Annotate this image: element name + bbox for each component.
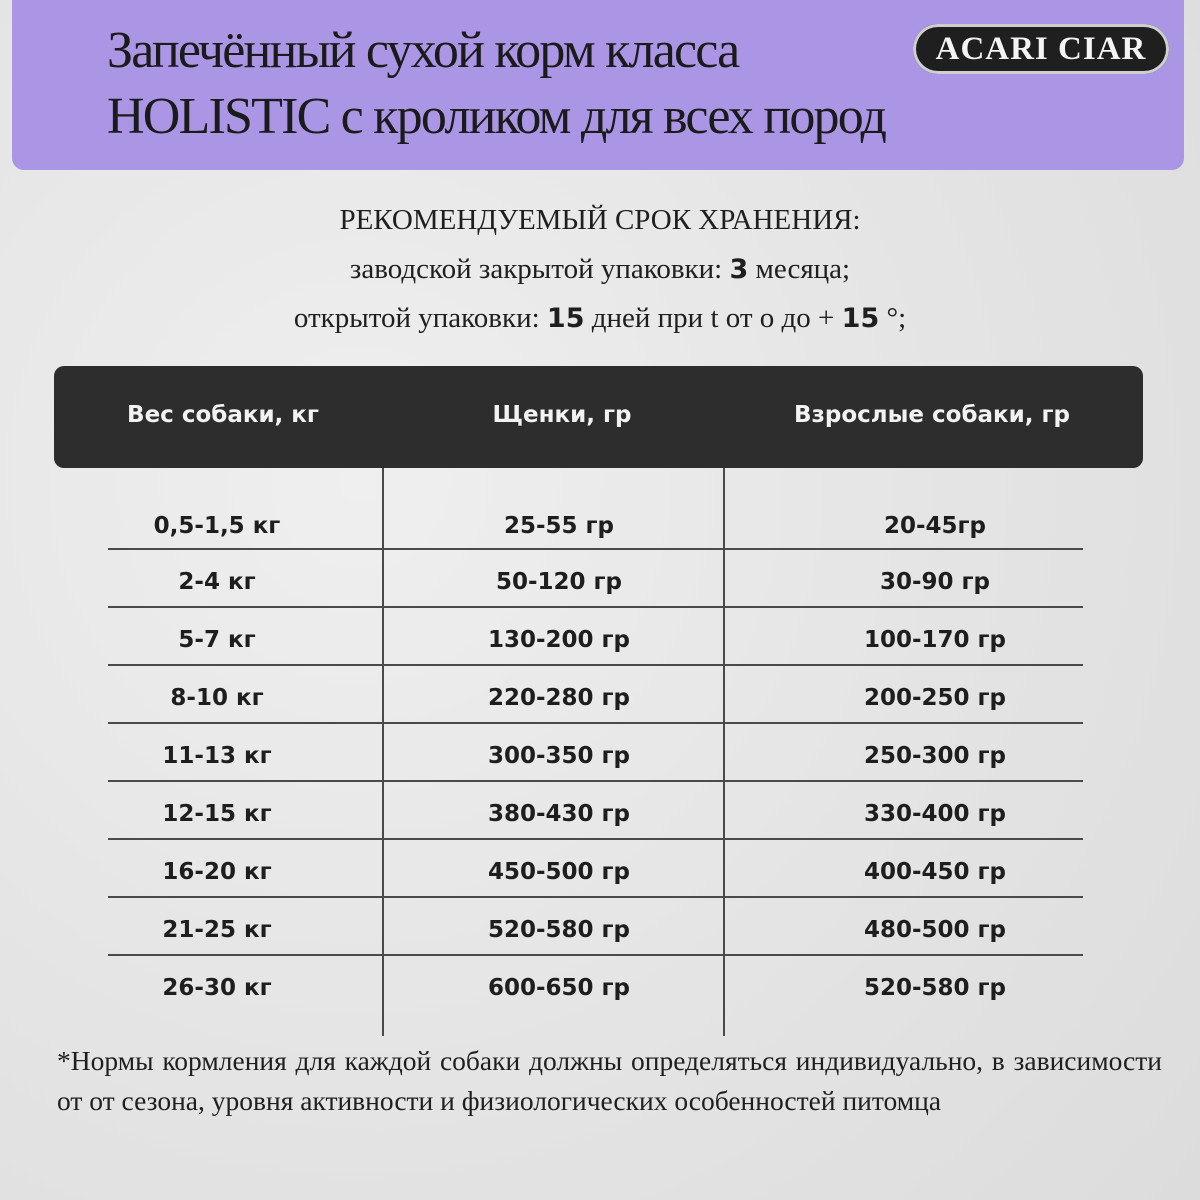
cell-puppies: 50-120 гр xyxy=(495,569,623,595)
header-banner xyxy=(12,0,1184,170)
table-row xyxy=(108,898,1083,956)
cell-adults: 250-300 гр xyxy=(863,743,1007,769)
cell-adults: 480-500 гр xyxy=(863,917,1007,943)
table-row xyxy=(108,782,1083,840)
storage-closed-label: заводской закрытой упаковки: xyxy=(349,253,723,285)
footnote: *Нормы кормления для каждой собаки должны определяться индивидуально, в зависимости от от сезона, уровня активности и физиологических особенностей питомца xyxy=(57,1045,1162,1116)
storage-open-suffix: °; xyxy=(886,302,907,334)
table-row xyxy=(108,493,1083,550)
storage-open-value: 15 xyxy=(546,303,585,334)
cell-weight: 21-25 кг xyxy=(162,917,272,943)
cell-weight: 12-15 кг xyxy=(162,801,272,827)
cell-weight: 5-7 кг xyxy=(178,627,256,653)
feeding-table-body xyxy=(108,493,1083,1014)
cell-weight: 0,5-1,5 кг xyxy=(153,513,281,539)
storage-closed-unit: месяца; xyxy=(755,253,851,285)
column-header-weight: Вес собаки, кг xyxy=(127,402,319,428)
cell-puppies: 380-430 гр xyxy=(487,801,631,827)
table-row xyxy=(108,608,1083,666)
cell-weight: 26-30 кг xyxy=(162,975,272,1001)
table-row xyxy=(108,956,1083,1014)
cell-adults: 400-450 гр xyxy=(863,859,1007,885)
feeding-table-header xyxy=(54,366,1143,468)
column-header-adults: Взрослые собаки, гр xyxy=(793,402,1070,428)
cell-adults: 200-250 гр xyxy=(863,685,1007,711)
table-row xyxy=(108,550,1083,608)
storage-open-temp: 15 xyxy=(841,303,880,334)
cell-puppies: 130-200 гр xyxy=(487,627,631,653)
cell-puppies: 25-55 гр xyxy=(503,513,615,539)
storage-open-label: открытой упаковки: xyxy=(293,302,540,334)
storage-info xyxy=(0,196,1200,343)
cell-adults: 20-45гр xyxy=(883,513,987,539)
cell-puppies: 450-500 гр xyxy=(487,859,631,885)
cell-puppies: 300-350 гр xyxy=(487,743,631,769)
cell-weight: 8-10 кг xyxy=(170,685,264,711)
storage-closed-value: 3 xyxy=(729,254,749,285)
cell-weight: 2-4 кг xyxy=(178,569,256,595)
cell-puppies: 600-650 гр xyxy=(487,975,631,1001)
cell-adults: 520-580 гр xyxy=(863,975,1007,1001)
brand-logo: ACARI CIAR xyxy=(913,24,1169,74)
title-line-1: Запечённый сухой корм класса xyxy=(107,22,739,79)
cell-weight: 11-13 кг xyxy=(162,743,272,769)
page-title xyxy=(107,18,885,150)
table-row xyxy=(108,724,1083,782)
table-row xyxy=(108,840,1083,898)
cell-puppies: 520-580 гр xyxy=(487,917,631,943)
title-line-2: HOLISTIC с кроликом для всех пород xyxy=(107,88,886,145)
column-header-puppies: Щенки, гр xyxy=(492,402,632,428)
storage-open-text: дней при t от о до + xyxy=(591,302,835,334)
cell-adults: 100-170 гр xyxy=(863,627,1007,653)
table-row xyxy=(108,666,1083,724)
storage-open-line xyxy=(0,294,1200,343)
storage-closed-line xyxy=(0,245,1200,294)
storage-heading: РЕКОМЕНДУЕМЫЙ СРОК ХРАНЕНИЯ: xyxy=(339,204,861,236)
cell-puppies: 220-280 гр xyxy=(487,685,631,711)
cell-weight: 16-20 кг xyxy=(162,859,272,885)
cell-adults: 330-400 гр xyxy=(863,801,1007,827)
cell-adults: 30-90 гр xyxy=(879,569,991,595)
